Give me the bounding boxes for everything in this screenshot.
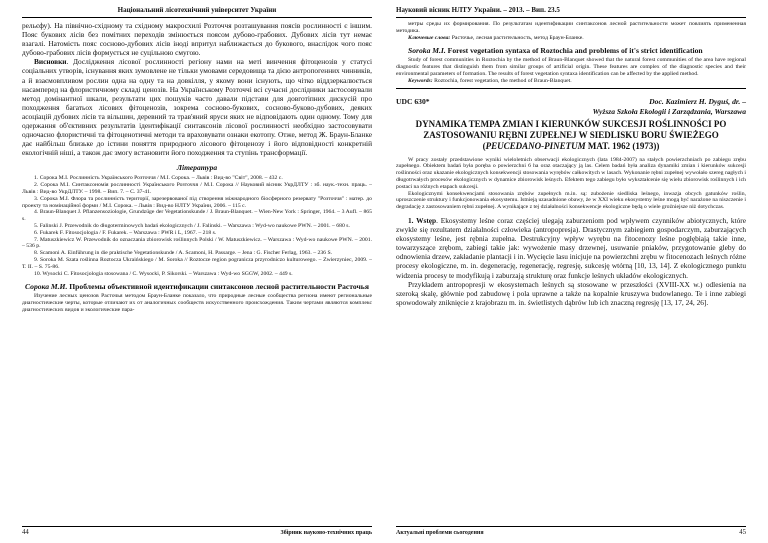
article-title-main: DYNAMIKA TEMPA ZMIAN I KIERUNKÓW SUKCESJI ROŚLINNOŚCI PO ZASTOSOWANIU RĘBNI ZUPEŁNEJ W SIEDLISKU BORU ŚWIEŻEGO ( bbox=[415, 118, 727, 151]
ru-keywords-text: Расточье, лесная растительность, метод Браун-Бланке. bbox=[450, 34, 584, 41]
ru-abstract-continuation: метры среды их формирования. По результатам идентификации синтаксонов лесной растительности может повлиять примененная методика. bbox=[396, 21, 746, 34]
ru-abstract-text: Изучение лесных ценозов Расточья методом Браун-Бланке показало, что природные лесные сообщества региона имеют региональные диагностические черты, которые отличают их от аналогичных сообществ искусственного происхождения. Таким чертами являются комплекс диагностических видов и экологические пара- bbox=[22, 293, 372, 313]
right-footer bbox=[396, 526, 746, 538]
udc-code: UDC 630* bbox=[396, 96, 430, 106]
reference-item: 2. Сорока М.І. Синтаксономія рослинності Українського Розточчя / М.І. Сорока // Науковий вісник УкрДЛТУ : зб. наук.-техн. праць. – Львів : Вид-во УкрДЛТУ. – 1998. – Вип. 7. – С. 37-41. bbox=[22, 182, 372, 195]
en-keywords-text: Roztochia, forest vegetation, the method of Braun-Blanquet. bbox=[432, 77, 572, 84]
reference-item: 7. Matuszkiewicz W. Przewodnik do oznaczania zbiorowisk roślinnych Polski / W. Matuszkiewicz. – Warszawa : Wyd-wo naukowe PWN. – 2001. – 536 p. bbox=[22, 236, 372, 250]
udc-author-row bbox=[396, 97, 746, 106]
left-footer bbox=[22, 526, 372, 538]
article-title-end: MAT. 1962 (1973)) bbox=[585, 140, 660, 151]
right-page-number: 45 bbox=[739, 529, 746, 536]
reference-item: 8. Scamoni A. Einführung in die praktische Vegetationskunde / A. Scamoni, H. Passarge. – Jena : G. Fischer Ferlag, 1963. – 236 S. bbox=[34, 250, 333, 257]
conclusions-text: . Дослідження лісової рослинності регіону нами на меті винчення фітоценозів у статусі соціальних утворів, існування яких зумовлене не тільки умовами середовища та дією антропогенних чинників, а й взаємовпливом рослин одна на одну та на довкілля, у якому вони існують, що чітко віддзеркалюється насамперед на флористичному складі ценозів. На Українському Розточчі всі сучасні дослідники застосовували метод домінантної шкали, результати цих пошуків часто давали підстави для довготіпних дискусій про походження багатьох лісових фітоценозів, зокрема сосново-букових, сосново-буково-дубових, деяких асоціацій дубових лісів та вільшин, деревний та трав'яний яруси яких не відповідають один одному. Тому для одержання об'єктивних результатів ідентифікації синтаксонів лісової рослинності необхідно застосовувати одночасно флористичні та фітоценотичні методи та враховувати ознаки екотопу. Отже, метод Ж. Браун-Бланке дає найбільш близьке до істини поняття природного лісового фітоценозу і його відповідності конкретній екологічній ніші, а також дає змогу встановити його походження та ступінь трансформації. bbox=[22, 57, 372, 158]
author-affiliation: Wyższa Szkoła Ekologii i Zarządzania, Warszawa bbox=[592, 106, 746, 116]
conclusions-label: Висновки bbox=[34, 57, 67, 67]
reference-item: 6. Fukarek F. Fitosocjologia / F. Fukarek. – Warszawa : PWR i L, 1967. – 218 s. bbox=[34, 229, 217, 236]
right-footer-journal: Актуальні проблеми сьогодення bbox=[396, 530, 484, 536]
intro-label: 1. Wstęp bbox=[408, 215, 437, 225]
ru-keywords-label: Ключевые слова: bbox=[408, 34, 451, 41]
ru-abstract-title-text: Проблемы объективной идентификации синтаксонов лесной растительности Расточья bbox=[67, 282, 369, 292]
pl-abstract-paragraph: W pracy zostały przedstawione wyniki wieloletnich obserwacji ekologicznych (lata 1984-2007) na stałych powierzchniach po zabiegu zrębu zupełnego. Obiektem badań była poręba o powierzchni 6 ha oraz otaczający ją las. Celem badań była analiza dynamiki zmian i kierunków sukcesji roślinności oraz ukazanie ekologicznych konsekwencji stosowania wyrębów całkowitych w lasach. Wykonanie rębni zupełnej wywołało szereg nagłych i długotrwałych procesów ekologicznych w dynamice zbiorowisk leśnych. Efektem tego zabiegu było wykształcenie się wielu zbiorowisk roślinnych i ich postaci na różnych etapach sukcesji. bbox=[396, 156, 746, 190]
reference-item: 3. Сорока М.І. Флора та рослинність території, зарезервованої під створення міжнародного біосферного резервату "Розточчя" : матер. до проекту та номінаційної форми / М.І. Сорока. – Львів : Вид-во НЛТУ України, 2006. – 115 с. bbox=[22, 195, 372, 209]
left-page-number: 44 bbox=[22, 529, 29, 536]
reference-item: 4. Braun-Blanquet J. Pflanzensoziologie, Grundzüge der Vegetationskunde / J. Braun-Blanquet. – Wien-New York : Springer, 1964. – 3 Aufl. – 865 s. bbox=[22, 209, 372, 223]
intro-paragraph-2: Przykładem antropopresji w ekosystemach leśnych są stosowane w przeszłości (XVIII-XX w.) odlesienia na szeroką skalę, głównie pod zabudowę i pola uprawne a także na kopalnie kruszywa budowlanego. Te i inne zabiegi spowodowały zniknięcie z krajobrazu m. in. świetlistych dąbrów lub ich znaczną regresję [13, 17, 24, 26]. bbox=[396, 279, 746, 307]
left-running-header: Національний лісотехнічний університет України bbox=[22, 6, 372, 18]
reference-item: 1. Сорока М.І. Рослинність Українського Розточчя / М.І. Сорока. – Львів : Вид-во "Світ", 2008. – 432 с. bbox=[34, 175, 283, 182]
reference-item: 9. Soroka M. Szata roślinna Roztocza Ukraińskiego / M. Soroka // Roztocze region pogranicza przyrodniczo kulturowego. – Zwierzyniec, 2009. – T. II. – S. 75-86. bbox=[22, 256, 372, 270]
reference-list bbox=[22, 175, 372, 277]
ru-abstract-title bbox=[22, 282, 372, 291]
article-title bbox=[396, 119, 746, 152]
reference-item: 10. Wysocki C. Fitosocjologia stosowana / C. Wysocki, P. Sikorski. – Warszawa : Wyd-wo SGGW, 2002. – 449 s. bbox=[34, 270, 293, 277]
literature-heading: Література bbox=[176, 163, 218, 173]
en-abstract-title-text: Forest vegetation syntaxa of Roztochia and problems of it's strict identification bbox=[445, 46, 703, 56]
ru-abstract-author: Сорока М.И. bbox=[25, 282, 68, 292]
right-running-header: Науковий вісник НЛТУ України. – 2013. – Вип. 23.5 bbox=[396, 6, 746, 18]
pl-abstract-paragraph: Ekologicznymi konsekwencjami stosowania zrębów zupełnych m.in. są: zubożenie siedliska leśnego, inwazja obcych gatunków roślin, uproszczenie struktury i funkcjonowania ekosystemu. Istnieją uzasadnione obawy, że w XXI wieku ekosystemy leśne mogą być narażone na niszczenie i degradację z zastosowaniem rębni zupełnej. A wynikające z tej działalności konsekwencje ekologiczne będą o wiele groźniejsze niż dotychczas. bbox=[396, 190, 746, 211]
conclusions-paragraph bbox=[22, 57, 372, 157]
en-abstract-title bbox=[396, 46, 746, 55]
right-page bbox=[384, 0, 768, 543]
left-body-paragraph: рельєфу). На північно-східному та східному макросхилі Розточчя розташування поясів рослинності є іншим. Пояс букових лісів без помітних переходів змінюється поясом дубово-грабових. Дубових лісів тут немає взагалі. Натомість пояс сосново-дубових лісів іноді впритул наближається до букового, внаслідок чого пояс дубово-грабових лісів формується не суцільною смугою. bbox=[22, 21, 372, 58]
section-divider bbox=[396, 88, 746, 89]
article-authors: Doc. Kazimierz H. Dyguś, dr. – bbox=[649, 96, 746, 106]
reference-item: 5. Falinski J. Przewodnik do długoterminowych badań ekologicznych / J. Falinski. – Warszawa : Wyd-wo naukowe PWN. – 2001. – 680 s. bbox=[34, 222, 350, 229]
en-abstract-author: Soroka M.I. bbox=[408, 46, 446, 56]
intro-paragraph bbox=[396, 216, 746, 280]
ru-keywords bbox=[396, 35, 746, 42]
intro-text: . Ekosystemy leśne coraz częściej ulegają zaburzeniom pod wpływem czynników abiotycznych, które zwykle się rezultatem działalności człowieka (antropopresja). Drastycznym zabiegiem gospodarczym, zaburzających ekosystemy leśne, jest rębnia zupełna. Destrukcyjny wpływ wyrębu na fitocenozy leśne pogłębiają takie inne, towarzyszące zrębom, zabiegi takie jak: wywożenie masy drzewnej, usuwanie pniaków, przygotowanie gleby do odnowienia drzew, zakładanie plantacji i in. Wycięcie lasu inicjuje na powierzchni zrębu w fitocenozach leśnych różne procesy ekologiczne, m. in. degenerację, regenerację, regresję, sukcesję wtórną [10, 13, 14]. Z ekologicznego punktu widzenia procesy te modyfikują i zaburzają strukturę oraz funkcje leśnych układów ekologicznych. bbox=[396, 215, 746, 280]
en-abstract-text: Study of forest communities in Roztochia by the method of Braun-Blanquet showed that the natural forest communities of the area have regional diagnostic features that distinguish them from similar groups of artificial origin. These features are complex of the diagnostic species and their environmental parameters of formation. The results of forest vegetation syntaxa identification can be affected by the applied method. bbox=[396, 57, 746, 77]
en-keywords bbox=[396, 78, 746, 85]
en-keywords-label: Keywords: bbox=[408, 77, 433, 84]
left-footer-journal: Збірник науково-технічних праць bbox=[280, 530, 372, 536]
article-title-italic: PEUCEDANO-PINETUM bbox=[485, 140, 586, 151]
